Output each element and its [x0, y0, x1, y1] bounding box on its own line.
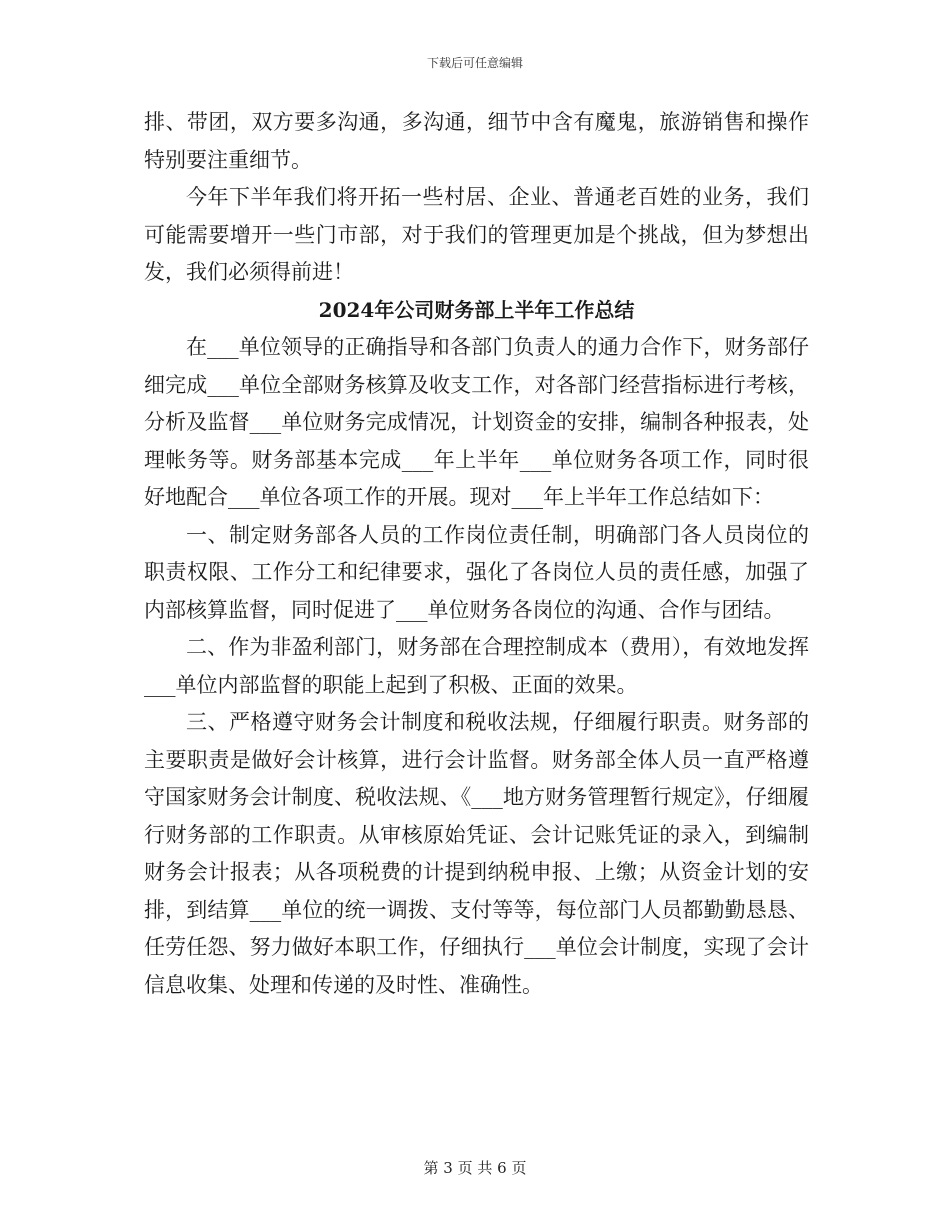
page-number: 第 3 页 共 6 页: [423, 1159, 527, 1177]
paragraph-item-1: 一、制定财务部各人员的工作岗位责任制，明确部门各人员岗位的职责权限、工作分工和纪律要求，强化了各岗位人员的责任感，加强了内部核算监督，同时促进了___单位财务各岗位的沟通、合作与团结。: [144, 522, 809, 622]
paragraph-continuation: 排、带团，双方要多沟通，多沟通，细节中含有魔鬼，旅游销售和操作特别要注重细节。: [144, 110, 809, 172]
paragraph-intro: 在___单位领导的正确指导和各部门负责人的通力合作下，财务部仔细完成___单位全部财务核算及收支工作，对各部门经营指标进行考核，分析及监督___单位财务完成情况，计划资金的安排，编制各种报表，处理帐务等。财务部基本完成___年上半年___单位财务各项工作，同时很好地配合___单位各项工作的开展。现对___年上半年工作总结如下：: [144, 335, 809, 509]
paragraph-item-2: 二、作为非盈利部门，财务部在合理控制成本（费用），有效地发挥___单位内部监督的职能上起到了积极、正面的效果。: [144, 635, 809, 697]
paragraph-item-3: 三、严格遵守财务会计制度和税收法规，仔细履行职责。财务部的主要职责是做好会计核算，进行会计监督。财务部全体人员一直严格遵守国家财务会计制度、税收法规、《___地方财务管理暂行规定》，仔细履行财务部的工作职责。从审核原始凭证、会计记账凭证的录入，到编制财务会计报表；从各项税费的计提到纳税申报、上缴；从资金计划的安排，到结算___单位的统一调拨、支付等等，每位部门人员都勤勤恳恳、任劳任怨、努力做好本职工作，仔细执行___单位会计制度，实现了会计信息收集、处理和传递的及时性、准确性。: [144, 710, 809, 997]
paragraph-plan: 今年下半年我们将开拓一些村居、企业、普通老百姓的业务，我们可能需要增开一些门市部，对于我们的管理更加是个挑战，但为梦想出发，我们必须得前进！: [144, 185, 809, 284]
document-body: [144, 104, 809, 1004]
section-title: 2024年公司财务部上半年工作总结: [318, 297, 635, 322]
page-header: 下载后可任意编辑: [426, 56, 523, 70]
